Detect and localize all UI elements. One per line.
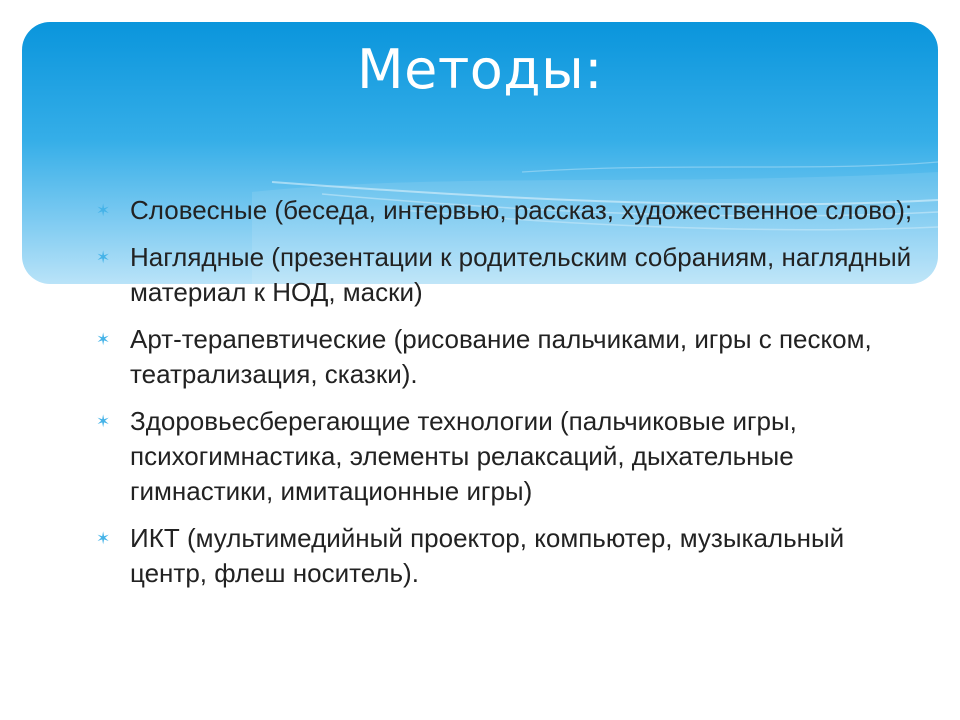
- list-item-text: Наглядные (презентации к родительским собраниям, наглядный материал к НОД, маски): [130, 242, 912, 307]
- list-item-text: Здоровьесберегающие технологии (пальчиковые игры, психогимнастика, элементы релаксаций, дыхательные гимнастики, имитационные игры): [130, 406, 797, 506]
- list-item-text: Словесные (беседа, интервью, рассказ, художественное слово);: [130, 195, 913, 225]
- list-item-text: ИКТ (мультимедийный проектор, компьютер, музыкальный центр, флеш носитель).: [130, 523, 845, 588]
- list-item: [96, 193, 916, 228]
- asterisk-bullet-icon: ✶: [96, 201, 111, 220]
- list-item: [96, 240, 916, 310]
- asterisk-bullet-icon: ✶: [96, 248, 111, 267]
- asterisk-bullet-icon: ✶: [96, 529, 111, 548]
- asterisk-bullet-icon: ✶: [96, 330, 111, 349]
- bullet-list: [96, 193, 916, 603]
- asterisk-bullet-icon: ✶: [96, 412, 111, 431]
- list-item-text: Арт-терапевтические (рисование пальчиками, игры с песком, театрализация, сказки).: [130, 324, 872, 389]
- list-item: [96, 521, 916, 591]
- list-item: [96, 404, 916, 509]
- slide-title: Методы:: [357, 38, 603, 101]
- list-item: [96, 322, 916, 392]
